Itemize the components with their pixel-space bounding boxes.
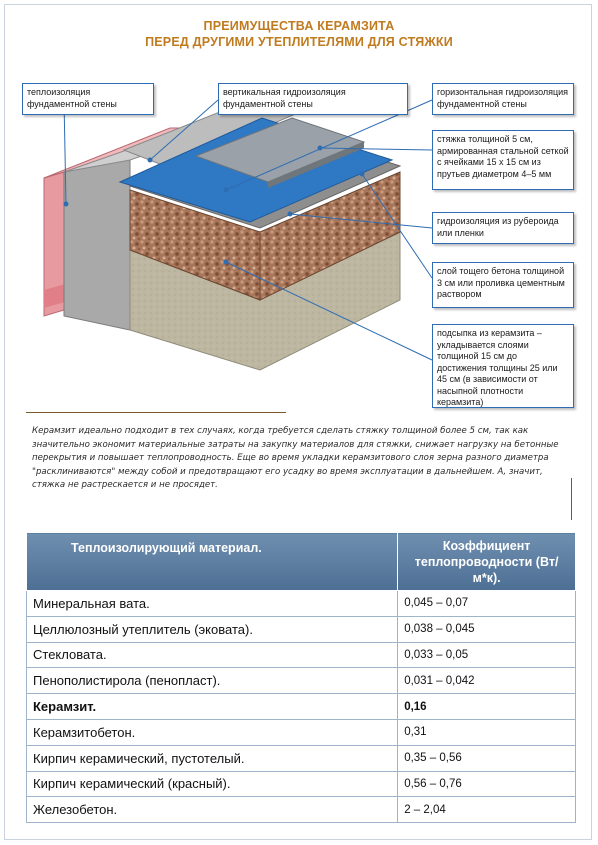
callout-roofing-waterproofing: гидроизоляция из рубероида или пленки	[432, 212, 574, 244]
table-row-highlight	[27, 694, 576, 720]
value-cell: 0,31	[398, 719, 576, 745]
table-row	[27, 745, 576, 771]
title-line-1: ПРЕИМУЩЕСТВА КЕРАМЗИТА	[203, 19, 395, 33]
material-cell: Стекловата.	[27, 642, 398, 668]
description-text: Керамзит идеально подходит в тех случаях, когда требуется сделать стяжку толщиной более 5 см, так как значительно экономит материальные затраты на закупку материалов для стяжки, снижает нагрузку на бетонные перекрытия и повышает теплопроводность. Еще во время укладки керамзитового слоя зерна разного диаметра "расклиниваются" между собой и предотвращают его усадку во время эксплуатации в дальнейшем. А, значит, стяжка не растрескается и не просядет.	[32, 426, 559, 491]
value-cell: 0,16	[398, 694, 576, 720]
callout-vertical-waterproofing: вертикальная гидроизоляция фундаментной стены	[218, 83, 408, 115]
title-line-2: ПЕРЕД ДРУГИМИ УТЕПЛИТЕЛЯМИ ДЛЯ СТЯЖКИ	[145, 35, 453, 49]
value-cell: 0,35 – 0,56	[398, 745, 576, 771]
table-row	[27, 642, 576, 668]
callout-horizontal-waterproofing: горизонтальная гидроизоляция фундаментной стены	[432, 83, 574, 115]
table-row	[27, 616, 576, 642]
material-cell: Минеральная вата.	[27, 591, 398, 617]
material-cell: Керамзитобетон.	[27, 719, 398, 745]
value-cell: 0,56 – 0,76	[398, 771, 576, 797]
table-header-row	[27, 533, 576, 591]
material-cell: Пенополистирола (пенопласт).	[27, 668, 398, 694]
material-cell: Кирпич керамический, пустотелый.	[27, 745, 398, 771]
material-cell: Керамзит.	[27, 694, 398, 720]
table-row	[27, 771, 576, 797]
material-cell: Целлюлозный утеплитель (эковата).	[27, 616, 398, 642]
callout-lean-concrete: слой тощего бетона толщиной 3 см или проливка цементным раствором	[432, 262, 574, 308]
table-row	[27, 719, 576, 745]
value-cell: 0,045 – 0,07	[398, 591, 576, 617]
table-row	[27, 668, 576, 694]
header-material: Теплоизолирующий материал.	[27, 533, 398, 591]
foundation-wall-front	[64, 160, 130, 330]
table-row	[27, 591, 576, 617]
value-cell: 2 – 2,04	[398, 797, 576, 823]
thermal-conductivity-table	[26, 532, 576, 823]
callout-screed: стяжка толщиной 5 см, армированная стальной сеткой с ячейками 15 х 15 см из прутьев диаметром 4–5 мм	[432, 130, 574, 190]
material-cell: Железобетон.	[27, 797, 398, 823]
value-cell: 0,031 – 0,042	[398, 668, 576, 694]
value-cell: 0,038 – 0,045	[398, 616, 576, 642]
material-cell: Кирпич керамический (красный).	[27, 771, 398, 797]
value-cell: 0,033 – 0,05	[398, 642, 576, 668]
callout-expanded-clay: подсыпка из керамзита – укладывается слоями толщиной 15 см до достижения толщины 25 или 45 см (в зависимости от насыпной плотности керамзита)	[432, 324, 574, 408]
header-coefficient: Коэффициент теплопроводности (Вт/м*к).	[398, 533, 576, 591]
callout-foundation-insulation: теплоизоляция фундаментной стены	[22, 83, 154, 115]
table-row	[27, 797, 576, 823]
